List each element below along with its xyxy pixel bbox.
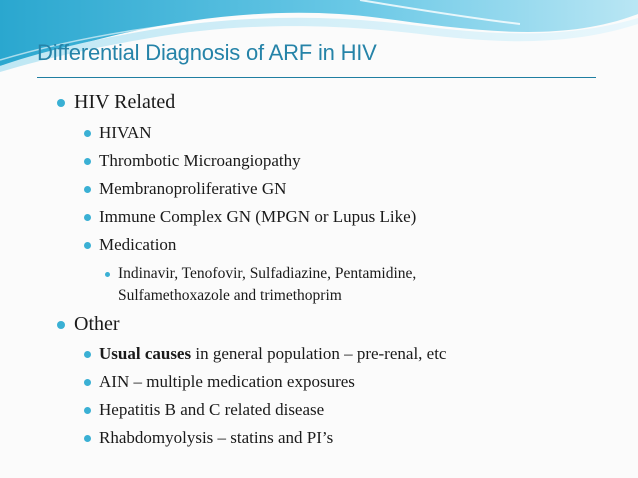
sub-list-item <box>118 263 416 307</box>
list-item-text: HIVAN <box>99 123 152 142</box>
list-item-text: Membranoproliferative GN <box>99 179 287 198</box>
list-item-text: Immune Complex GN (MPGN or Lupus Like) <box>99 207 417 226</box>
list-item-text: Rhabdomyolysis – statins and PI’s <box>99 428 334 447</box>
list-item <box>99 123 152 143</box>
list-item-text: Medication <box>99 235 177 254</box>
bullet-icon <box>84 214 91 221</box>
list-item-text: Thrombotic Microangiopathy <box>99 151 301 170</box>
bullet-icon <box>105 272 110 277</box>
bullet-icon <box>57 321 65 329</box>
list-item <box>99 151 301 171</box>
bullet-icon <box>84 407 91 414</box>
list-item-text: AIN – multiple medication exposures <box>99 372 355 391</box>
bullet-icon <box>84 351 91 358</box>
bullet-icon <box>84 242 91 249</box>
bullet-icon <box>84 158 91 165</box>
title-divider <box>37 77 596 78</box>
list-item <box>99 235 176 255</box>
list-item <box>99 207 416 227</box>
list-item <box>99 428 333 448</box>
bullet-icon <box>57 99 65 107</box>
bullet-icon <box>84 186 91 193</box>
list-item <box>99 400 324 420</box>
sub-list-item-line: Indinavir, Tenofovir, Sulfadiazine, Pentamidine, <box>118 265 417 282</box>
bullet-icon <box>84 130 91 137</box>
bullet-icon <box>84 435 91 442</box>
section-heading-text: HIV Related <box>74 91 176 113</box>
list-item <box>99 344 446 364</box>
section-heading-other <box>74 313 120 336</box>
bullet-icon <box>84 379 91 386</box>
section-heading-text: Other <box>74 313 120 335</box>
list-item <box>99 372 355 392</box>
list-item-emphasis: Usual causes <box>99 344 192 363</box>
sub-list-item-line: Sulfamethoxazole and trimethoprim <box>118 287 342 304</box>
list-item-text: Hepatitis B and C related disease <box>99 400 325 419</box>
list-item-text: in general population – pre-renal, etc <box>191 344 447 363</box>
slide-title: Differential Diagnosis of ARF in HIV <box>37 40 377 65</box>
section-heading-hiv-related <box>74 91 175 114</box>
list-item <box>99 179 286 199</box>
